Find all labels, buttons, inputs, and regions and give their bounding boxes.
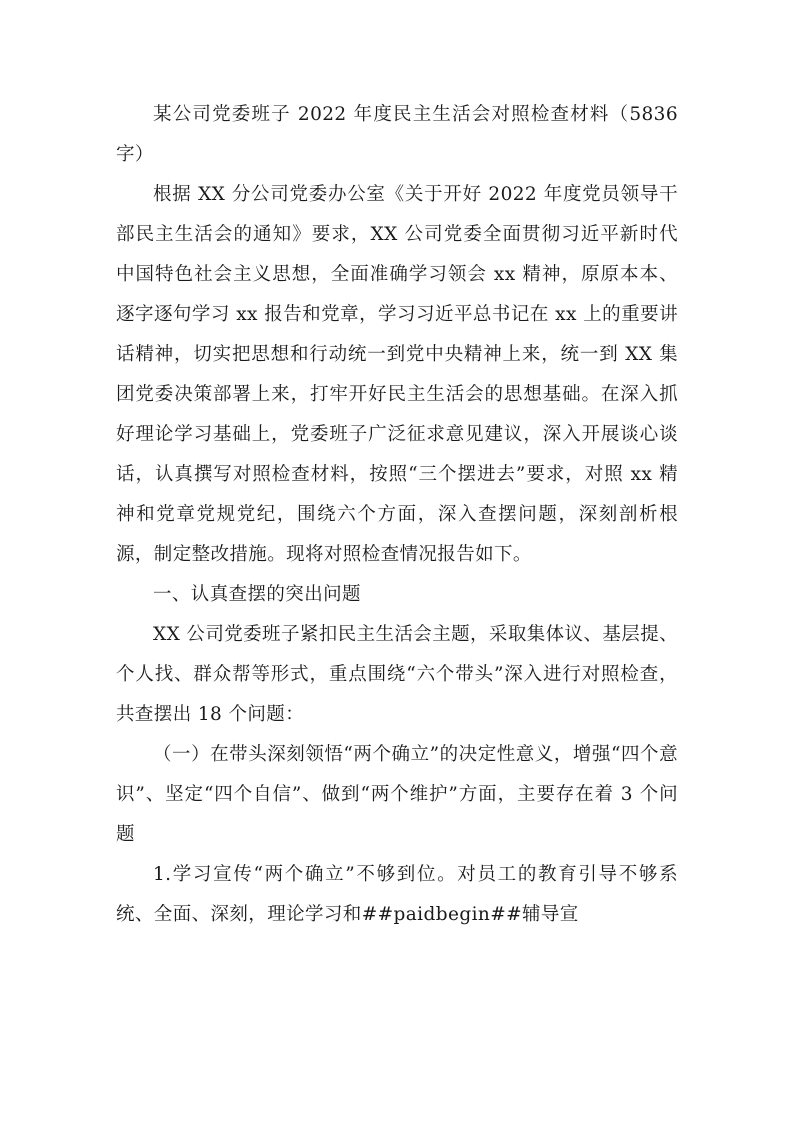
section-paragraph: XX 公司党委班子紧扣民主生活会主题，采取集体议、基层提、个人找、群众帮等形式，重点围绕“六个带头”深入进行对照检查，共查摆出 18 个问题： — [116, 624, 678, 725]
subsection-heading: （一）在带头深刻领悟“两个确立”的决定性意义，增强“四个意识”、坚定“四个自信”、做到“两个维护”方面，主要存在着 3 个问题 — [116, 744, 678, 845]
section-heading: 一、认真查摆的突出问题 — [153, 584, 361, 605]
intro-paragraph: 根据 XX 分公司党委办公室《关于开好 2022 年度党员领导干部民主生活会的通知》要求，XX 公司党委全面贯彻习近平新时代中国特色社会主义思想，全面准确学习领会 xx 精神，原原本本、逐字逐句学习 xx 报告和党章，学习习近平总书记在 xx 上的重要讲话精神，切实把思想和行动统一到党中央精神上来，统一到 XX 集团党委决策部署上来，打牢开好民主生活会的思想基础。在深入抓好理论学习基础上，党委班子广泛征求意见建议，深入开展谈心谈话，认真撰写对照检查材料，按照“三个摆进去”要求，对照 xx 精神和党章党规党纪，围绕六个方面，深入查摆问题，深刻剖析根源，制定整改措施。现将对照检查情况报告如下。 — [116, 184, 678, 565]
item-paragraph: 1.学习宣传“两个确立”不够到位。对员工的教育引导不够系统、全面、深刻，理论学习和##paidbegin##辅导宣 — [116, 864, 678, 925]
document-body — [116, 95, 678, 935]
document-title: 某公司党委班子 2022 年度民主生活会对照检查材料（5836 字） — [116, 104, 678, 165]
